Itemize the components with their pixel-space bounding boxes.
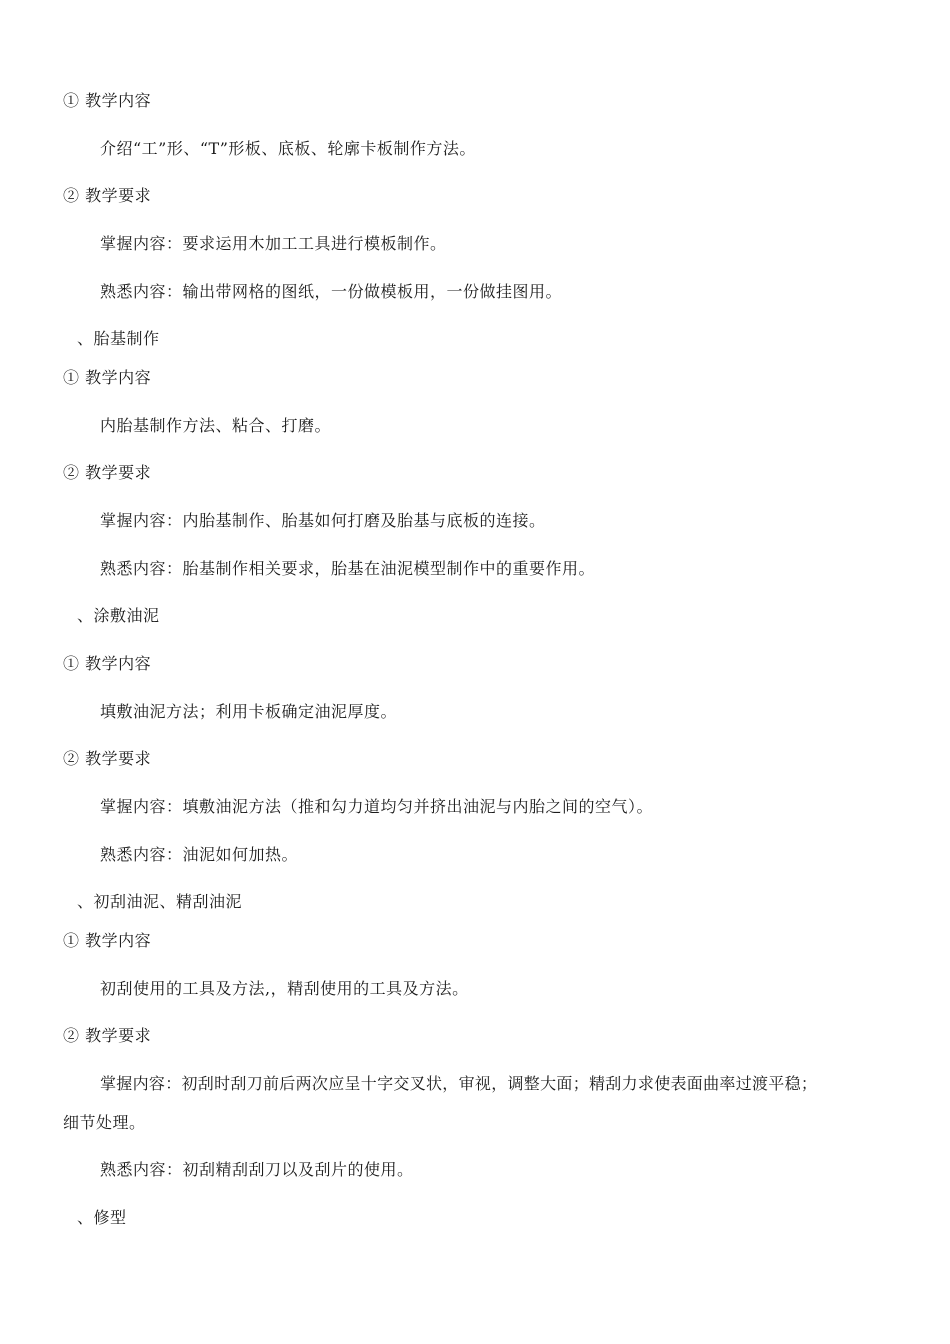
paragraph: 初刮使用的工具及方法,，精刮使用的工具及方法。	[100, 979, 469, 998]
paragraph: 掌握内容：填敷油泥方法（推和勾力道均匀并挤出油泥与内胎之间的空气）。	[100, 797, 654, 816]
item-heading: ② 教学要求	[63, 463, 152, 482]
paragraph: 填敷油泥方法；利用卡板确定油泥厚度。	[100, 702, 398, 721]
section-heading: 、初刮油泥、精刮油泥	[77, 892, 243, 911]
paragraph: 内胎基制作方法、粘合、打磨。	[100, 416, 332, 435]
item-heading: ① 教学内容	[63, 931, 152, 950]
item-heading: ① 教学内容	[63, 654, 152, 673]
item-heading: ① 教学内容	[63, 91, 152, 110]
paragraph: 介绍“工”形、“T”形板、底板、轮廓卡板制作方法。	[100, 139, 476, 158]
paragraph: 掌握内容：要求运用木加工工具进行模板制作。	[100, 234, 447, 253]
paragraph: 熟悉内容：输出带网格的图纸，一份做模板用，一份做挂图用。	[100, 282, 563, 301]
item-heading: ② 教学要求	[63, 1026, 152, 1045]
paragraph: 掌握内容：初刮时刮刀前后两次应呈十字交叉状，审视，调整大面；精刮力求使表面曲率过渡平稳；	[100, 1074, 818, 1093]
paragraph: 熟悉内容：初刮精刮刮刀以及刮片的使用。	[100, 1160, 414, 1179]
section-heading: 、修型	[77, 1208, 127, 1227]
paragraph: 熟悉内容：油泥如何加热。	[100, 845, 299, 864]
section-heading: 、胎基制作	[77, 329, 160, 348]
paragraph: 掌握内容：内胎基制作、胎基如何打磨及胎基与底板的连接。	[100, 511, 546, 530]
item-heading: ① 教学内容	[63, 368, 152, 387]
item-heading: ② 教学要求	[63, 186, 152, 205]
paragraph-continuation: 细节处理。	[63, 1113, 146, 1132]
section-heading: 、涂敷油泥	[77, 606, 160, 625]
paragraph: 熟悉内容：胎基制作相关要求，胎基在油泥模型制作中的重要作用。	[100, 559, 596, 578]
item-heading: ② 教学要求	[63, 749, 152, 768]
